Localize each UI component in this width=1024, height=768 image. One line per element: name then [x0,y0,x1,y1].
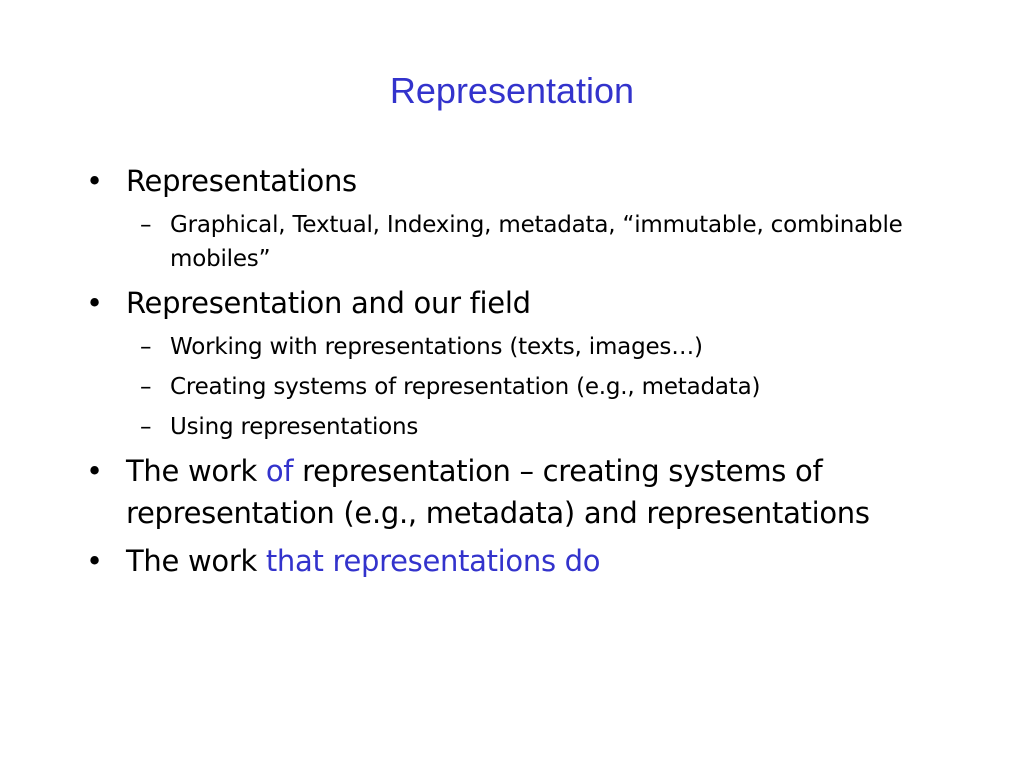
sub-bullet-item [86,330,966,364]
bullet-item-work-of-representation [86,450,966,534]
bullet-text-suffix: representation – creating systems of representation (e.g., metadata) and representations [126,454,870,530]
dash-icon: – [140,414,152,440]
bullet-icon: • [86,454,103,488]
bullet-text: Representation and our field [126,286,531,320]
bullet-icon: • [86,164,103,198]
sub-bullet-text: Working with representations (texts, images…) [170,334,703,360]
sub-bullet-item [86,410,966,444]
bullet-item-representation-and-field [86,282,966,324]
bullet-list [86,160,966,588]
bullet-text-prefix: The work [126,454,266,488]
sub-bullet-text: Using representations [170,414,419,440]
sub-bullet-text: Graphical, Textual, Indexing, metadata, “immutable, combinable mobiles” [170,212,903,272]
sub-bullet-text: Creating systems of representation (e.g., metadata) [170,374,761,400]
bullet-item-work-representations-do [86,540,966,582]
dash-icon: – [140,212,152,238]
bullet-text: Representations [126,164,357,198]
sub-bullet-item [86,208,966,276]
bullet-item-representations [86,160,966,202]
bullet-text-highlight: that representations do [265,544,601,578]
sub-bullet-item [86,370,966,404]
bullet-text-highlight: of [265,454,294,488]
dash-icon: – [140,334,152,360]
dash-icon: – [140,374,152,400]
bullet-icon: • [86,286,103,320]
bullet-icon: • [86,544,103,578]
slide-title: Representation [389,70,635,111]
bullet-text-prefix: The work [126,544,266,578]
